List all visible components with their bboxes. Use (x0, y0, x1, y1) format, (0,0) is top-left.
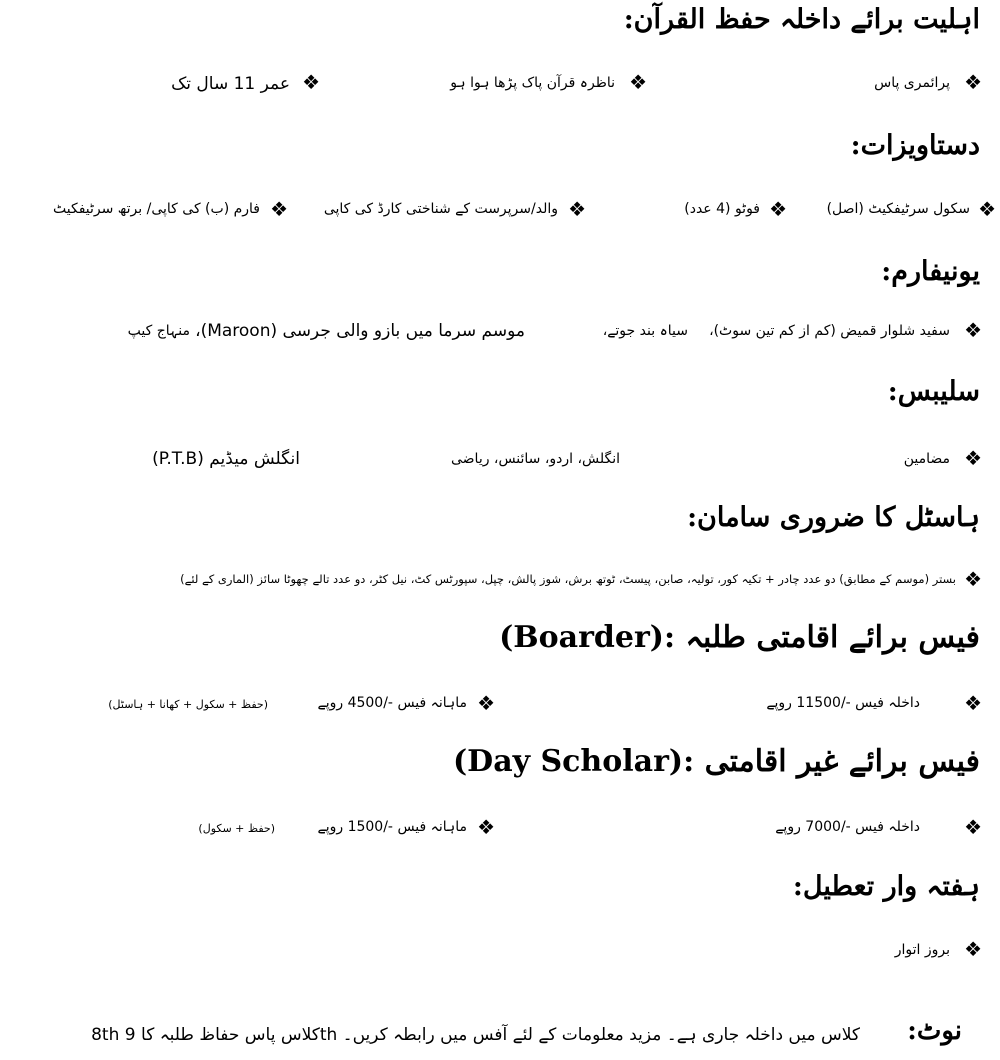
bullet-icon: ❖ (964, 70, 982, 94)
bullet-icon: ❖ (629, 70, 647, 94)
bullet-icon: ❖ (964, 937, 982, 961)
documents-item-id-card: والد/سرپرست کے شناختی کارڈ کی کاپی (323, 201, 558, 217)
bullet-icon: ❖ (477, 815, 495, 839)
syllabus-item-subjects: مضامین (903, 451, 950, 467)
bullet-icon: ❖ (964, 815, 982, 839)
weekly-holiday-heading: ہفتہ وار تعطیل: (792, 871, 980, 902)
boarder-monthly-detail: (حفظ + سکول + کھانا + ہاسٹل) (108, 698, 268, 711)
bullet-icon: ❖ (302, 70, 320, 94)
hostel-items-text: بستر (موسم کے مطابق) دو عدد چادر + تکیہ کور، تولیہ، صابن، پیسٹ، ٹوتھ برش، شوز پالش، چپل، سپورٹس کٹ، نیل کٹر، دو عدد تالے چھوٹا سائز (الماری کے لئے) (180, 572, 956, 586)
eligibility-item-nazra: ناظرہ قرآن پاک پڑھا ہوا ہو (450, 75, 615, 91)
uniform-item-shoes: سیاہ بند جوتے، (602, 323, 688, 339)
day-scholar-admission-fee: داخلہ فیس -/7000 روپے (775, 819, 920, 835)
uniform-item-jersey: موسم سرما میں بازو والی جرسی (Maroon)، (195, 321, 525, 341)
bullet-icon: ❖ (769, 197, 787, 221)
day-scholar-monthly-fee: ماہانہ فیس -/1500 روپے (317, 819, 467, 835)
day-scholar-monthly-detail: (حفظ + سکول) (198, 822, 275, 835)
syllabus-item-medium: انگلش میڈیم (P.T.B) (152, 449, 300, 469)
bullet-icon: ❖ (270, 197, 288, 221)
bullet-icon: ❖ (964, 318, 982, 342)
eligibility-heading: اہلیت برائے داخلہ حفظ القرآن: (623, 4, 980, 35)
boarder-fee-heading: فیس برائے اقامتی طلبہ :(Boarder) (499, 620, 980, 655)
syllabus-item-list: انگلش، اردو، سائنس، ریاضی (451, 451, 620, 467)
hostel-heading: ہاسٹل کا ضروری سامان: (687, 502, 980, 533)
documents-heading: دستاویزات: (850, 130, 980, 161)
note-text: 8th کلاس پاس حفاظ طلبہ کا 9th کلاس میں داخلہ جاری ہے۔ مزید معلومات کے لئے آفس میں رابطہ کریں۔ (91, 1025, 860, 1045)
bullet-icon: ❖ (964, 567, 982, 591)
eligibility-item-primary: پرائمری پاس (874, 75, 950, 91)
documents-item-school-cert: سکول سرٹیفکیٹ (اصل) (826, 201, 970, 217)
uniform-heading: یونیفارم: (881, 256, 980, 287)
bullet-icon: ❖ (477, 691, 495, 715)
day-scholar-fee-heading: فیس برائے غیر اقامتی :(Day Scholar) (452, 744, 980, 779)
bullet-icon: ❖ (568, 197, 586, 221)
note-label: نوٹ: (907, 1016, 962, 1046)
boarder-monthly-fee: ماہانہ فیس -/4500 روپے (317, 695, 467, 711)
bullet-icon: ❖ (964, 446, 982, 470)
bullet-icon: ❖ (978, 197, 996, 221)
bullet-icon: ❖ (964, 691, 982, 715)
eligibility-item-age: عمر 11 سال تک (171, 74, 290, 94)
uniform-item-shalwar: سفید شلوار قمیض (کم از کم تین سوٹ)، (709, 323, 950, 339)
boarder-admission-fee: داخلہ فیس -/11500 روپے (766, 695, 920, 711)
documents-item-form-b: فارم (ب) کی کاپی/ برتھ سرٹیفکیٹ (52, 201, 260, 217)
syllabus-heading: سلیبس: (887, 376, 980, 407)
uniform-item-cap: منہاج کیپ (127, 323, 190, 339)
weekly-holiday-item: بروز اتوار (894, 942, 950, 958)
documents-item-photo: فوٹو (4 عدد) (684, 201, 760, 217)
